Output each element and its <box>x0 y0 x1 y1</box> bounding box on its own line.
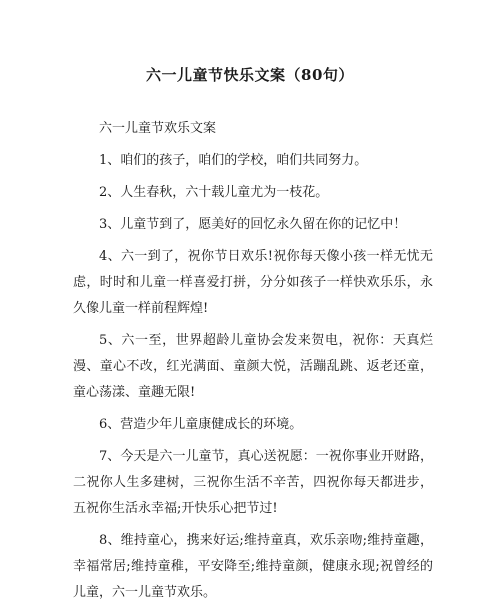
paragraph-7: 7、今天是六一儿童节，真心送祝愿：一祝你事业开财路，二祝你人生多建树，三祝你生活不辛苦，四祝你每天都进步，五祝你生活永幸福;开快乐心把节过! <box>73 449 433 516</box>
paragraph-5: 5、六一至，世界超龄儿童协会发来贺电，祝你：天真烂漫、童心不改，红光满面、童颜大悦，活蹦乱跳、返老还童，童心荡漾、童趣无限! <box>73 333 433 400</box>
paragraph-4: 4、六一到了，祝你节日欢乐!祝你每天像小孩一样无忧无虑，时时和儿童一样喜爱打拼，分分如孩子一样快欢乐乐，永久像儿童一样前程辉煌! <box>73 249 433 316</box>
paragraph-8: 8、维持童心，携来好运;维持童真，欢乐亲吻;维持童趣，幸福常居;维持童稚，平安降至;维持童颜，健康永现;祝曾经的儿童，六一儿童节欢乐。 <box>73 533 433 600</box>
paragraph-1: 1、咱们的孩子，咱们的学校，咱们共同努力。 <box>99 153 368 168</box>
paragraph-6: 6、营造少年儿童康健成长的环境。 <box>99 417 303 432</box>
paragraph-3: 3、儿童节到了，愿美好的回忆永久留在你的记忆中！ <box>99 217 407 232</box>
document-title: 六一儿童节快乐文案（80句） <box>146 66 354 84</box>
document-subtitle: 六一儿童节欢乐文案 <box>99 121 217 136</box>
document-body <box>73 116 433 606</box>
paragraph-2: 2、人生春秋，六十载儿童尤为一枝花。 <box>99 185 329 200</box>
